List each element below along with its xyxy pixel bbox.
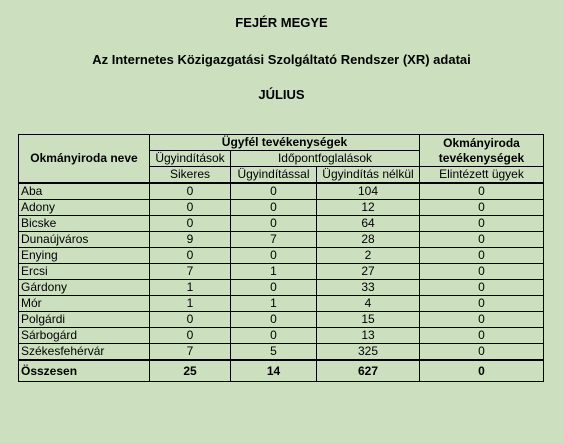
without-initiation-cell: 104 [317, 183, 420, 200]
header-client-activities: Ügyfél tevékenységek [150, 135, 420, 151]
with-initiation-cell: 5 [231, 344, 317, 361]
office-name-cell: Aba [19, 183, 150, 200]
completed-cell: 0 [420, 296, 544, 312]
office-name-cell: Székesfehérvár [19, 344, 150, 361]
table-row [19, 232, 544, 248]
without-initiation-cell: 13 [317, 328, 420, 344]
header-completed-cases: Elintézett ügyek [420, 167, 544, 184]
with-initiation-cell: 0 [231, 200, 317, 216]
completed-cell: 0 [420, 344, 544, 361]
successful-cell: 0 [150, 183, 231, 200]
office-name-cell: Polgárdi [19, 312, 150, 328]
statistics-table [18, 134, 544, 382]
total-row [19, 360, 544, 382]
without-initiation-cell: 4 [317, 296, 420, 312]
with-initiation-cell: 0 [231, 280, 317, 296]
successful-cell: 7 [150, 344, 231, 361]
successful-cell: 7 [150, 264, 231, 280]
with-initiation-cell: 0 [231, 248, 317, 264]
table-row [19, 200, 544, 216]
report-subtitle: Az Internetes Közigazgatási Szolgáltató Rendszer (XR) adatai [92, 52, 471, 67]
total-with-initiation: 14 [231, 360, 317, 382]
office-name-cell: Enying [19, 248, 150, 264]
table-row [19, 280, 544, 296]
with-initiation-cell: 1 [231, 264, 317, 280]
table-row [19, 264, 544, 280]
without-initiation-cell: 33 [317, 280, 420, 296]
table-row [19, 183, 544, 200]
office-name-cell: Gárdony [19, 280, 150, 296]
office-name-cell: Mór [19, 296, 150, 312]
successful-cell: 1 [150, 280, 231, 296]
table-row [19, 312, 544, 328]
month-title: JÚLIUS [258, 87, 305, 102]
with-initiation-cell: 0 [231, 183, 317, 200]
successful-cell: 1 [150, 296, 231, 312]
total-without-initiation: 627 [317, 360, 420, 382]
successful-cell: 0 [150, 248, 231, 264]
table-row [19, 248, 544, 264]
completed-cell: 0 [420, 248, 544, 264]
without-initiation-cell: 2 [317, 248, 420, 264]
completed-cell: 0 [420, 183, 544, 200]
header-office-name: Okmányiroda neve [19, 135, 150, 184]
completed-cell: 0 [420, 312, 544, 328]
office-name-cell: Ercsi [19, 264, 150, 280]
without-initiation-cell: 12 [317, 200, 420, 216]
total-successful: 25 [150, 360, 231, 382]
without-initiation-cell: 28 [317, 232, 420, 248]
with-initiation-cell: 1 [231, 296, 317, 312]
header-office-activities: Okmányiroda tevékenységek [420, 135, 544, 167]
successful-cell: 0 [150, 200, 231, 216]
successful-cell: 9 [150, 232, 231, 248]
completed-cell: 0 [420, 328, 544, 344]
completed-cell: 0 [420, 232, 544, 248]
total-completed: 0 [420, 360, 544, 382]
table-row [19, 216, 544, 232]
completed-cell: 0 [420, 264, 544, 280]
office-name-cell: Adony [19, 200, 150, 216]
office-name-cell: Bicske [19, 216, 150, 232]
header-appointments: Időpontfoglalások [231, 151, 420, 167]
without-initiation-cell: 64 [317, 216, 420, 232]
total-label: Összesen [19, 360, 150, 382]
county-title: FEJÉR MEGYE [235, 15, 328, 30]
completed-cell: 0 [420, 216, 544, 232]
with-initiation-cell: 0 [231, 216, 317, 232]
header-without-initiation: Ügyindítás nélkül [317, 167, 420, 184]
table-row [19, 344, 544, 361]
with-initiation-cell: 0 [231, 328, 317, 344]
office-name-cell: Sárbogárd [19, 328, 150, 344]
successful-cell: 0 [150, 216, 231, 232]
completed-cell: 0 [420, 280, 544, 296]
table-row [19, 296, 544, 312]
without-initiation-cell: 15 [317, 312, 420, 328]
table-row [19, 328, 544, 344]
header-with-initiation: Ügyindítással [231, 167, 317, 184]
header-initiations: Ügyindítások [150, 151, 231, 167]
with-initiation-cell: 7 [231, 232, 317, 248]
header-successful: Sikeres [150, 167, 231, 184]
without-initiation-cell: 325 [317, 344, 420, 361]
successful-cell: 0 [150, 328, 231, 344]
without-initiation-cell: 27 [317, 264, 420, 280]
office-name-cell: Dunaújváros [19, 232, 150, 248]
with-initiation-cell: 0 [231, 312, 317, 328]
completed-cell: 0 [420, 200, 544, 216]
successful-cell: 0 [150, 312, 231, 328]
